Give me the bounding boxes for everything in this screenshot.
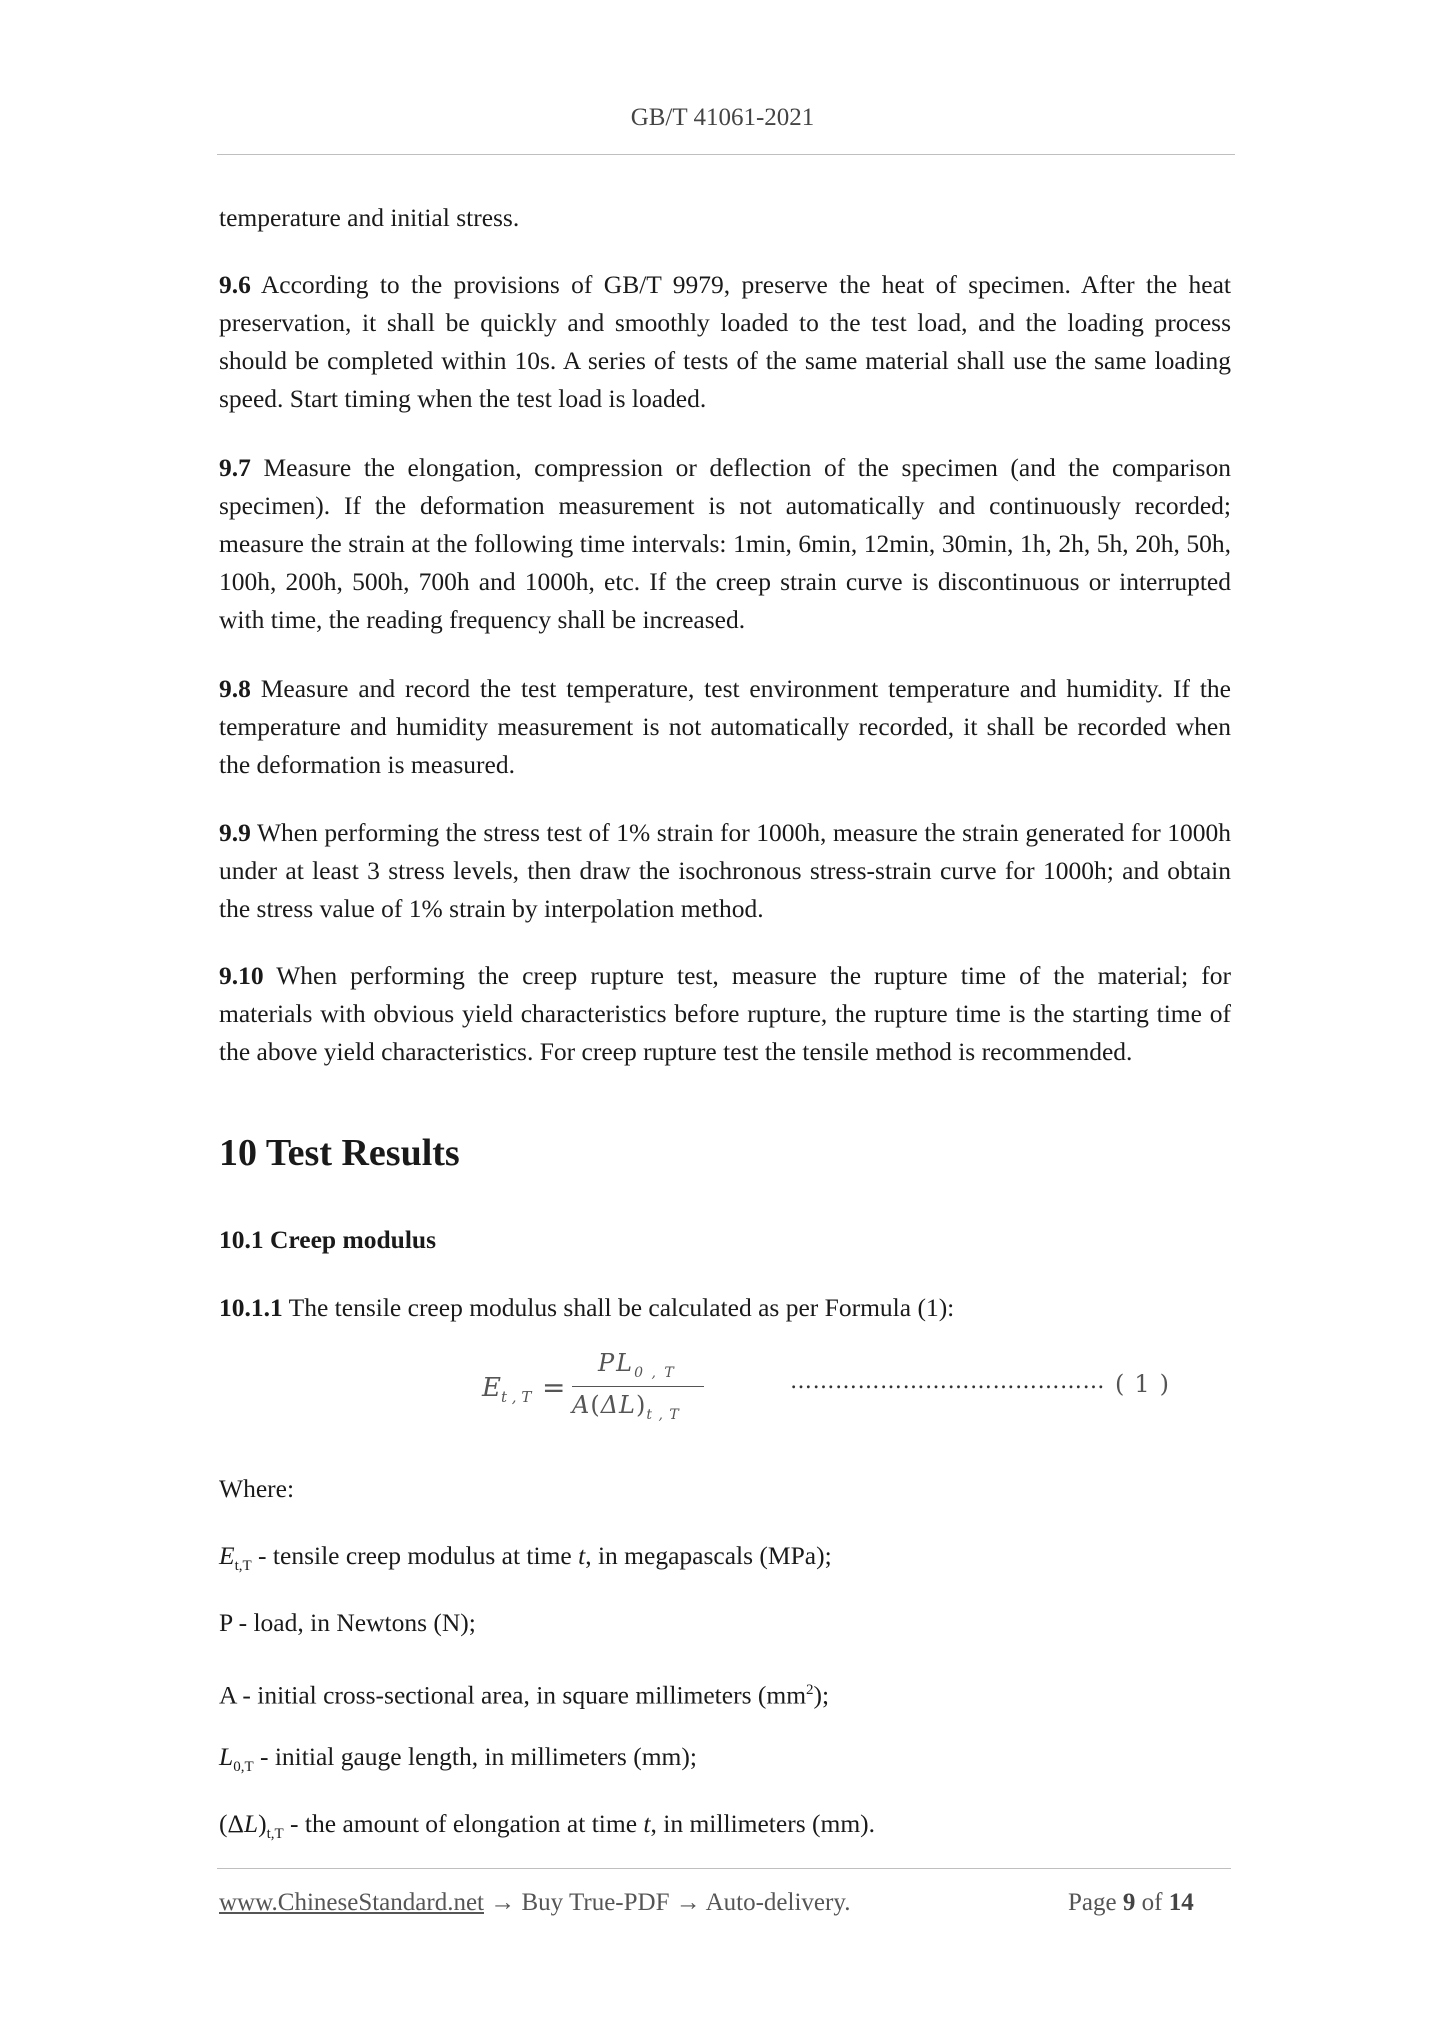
formula-numerator: [598, 1349, 676, 1381]
definition-delta-L: [219, 1805, 1231, 1853]
symbol-delta-L: ΔL: [600, 1391, 636, 1419]
definition-text: - initial gauge length, in millimeters (mm);: [253, 1742, 697, 1771]
symbol-E: E: [219, 1541, 235, 1570]
clause-9-9-text: [219, 814, 1231, 928]
page-total: 14: [1168, 1889, 1194, 1916]
equation-number: (1): [1115, 1370, 1179, 1398]
definition-A-text: [219, 1671, 1231, 1715]
clause-9-7-text: [219, 449, 1231, 639]
subscript: t,T: [234, 1558, 252, 1575]
symbol-PL: PL: [598, 1349, 635, 1377]
paren-open: (Δ: [219, 1809, 244, 1838]
definition-text: A - initial cross-sectional area, in square millimeters (mm: [219, 1680, 807, 1710]
fraction-bar: [572, 1386, 704, 1387]
formula-1: [480, 1347, 1240, 1437]
clause-body: According to the provisions of GB/T 9979, preserve the heat of specimen. After the heat preservation, it shall be quickly and smoothly loaded to the test load, and the loading process should be completed within 10s. A series of tests of the same material shall use the same loading speed. Start timing when the test load is loaded.: [219, 270, 1231, 413]
clause-9-10-text: [219, 957, 1231, 1071]
symbol-A: A: [572, 1391, 591, 1419]
symbol-L: L: [219, 1742, 234, 1771]
definition-text: - tensile creep modulus at time: [251, 1541, 579, 1570]
subsection-10-1-heading: [219, 1222, 1231, 1258]
superscript: 2: [806, 1682, 814, 1698]
symbol-t: t: [578, 1541, 586, 1570]
symbol-L: L: [243, 1809, 259, 1838]
page-label: Page: [1068, 1889, 1123, 1916]
clause-body: Measure and record the test temperature, test environment temperature and humidity. If the temperature and humidity measurement is not automatically recorded, it shall be recorded when the deformation is measured.: [219, 674, 1231, 779]
definition-text: - the amount of elongation at time: [283, 1809, 644, 1838]
clause-body: The tensile creep modulus shall be calculated as per Formula (1):: [282, 1293, 955, 1322]
paragraph-text: temperature and initial stress.: [219, 203, 520, 232]
where-text: Where:: [219, 1474, 295, 1503]
clause-number: 10.1.1: [219, 1293, 283, 1322]
clause-number: 9.9: [219, 818, 251, 847]
clause-9-9: [219, 814, 1231, 928]
paren-close: ): [258, 1809, 267, 1838]
definition-text: );: [813, 1680, 830, 1710]
arrow-icon: →: [669, 1889, 706, 1916]
definition-P-text: P - load, in Newtons (N);: [219, 1608, 476, 1637]
document-code-header: GB/T 41061-2021: [630, 104, 815, 131]
equals-sign: =: [542, 1371, 566, 1404]
clause-9-8-text: [219, 670, 1231, 784]
clause-9-6: [219, 266, 1231, 418]
footer-divider: [217, 1868, 1231, 1869]
clause-9-7: [219, 449, 1231, 639]
definition-text: , in megapascals (MPa);: [585, 1541, 832, 1570]
clause-number: 9.10: [219, 961, 264, 990]
subsection-title: 10.1 Creep modulus: [219, 1225, 437, 1254]
clause-body: When performing the creep rupture test, measure the rupture time of the material; for materials with obvious yield characteristics before rupture, the rupture time is the starting time of the above yield characteristics. For creep rupture test the tensile method is recommended.: [219, 961, 1231, 1066]
subscript: t,T: [266, 1826, 284, 1843]
clause-10-1-1-text: [219, 1289, 1231, 1327]
definition-L-text: [219, 1738, 1231, 1786]
where-label: [219, 1470, 1231, 1508]
clause-body: When performing the stress test of 1% strain for 1000h, measure the strain generated for 1000h under at least 3 stress levels, then draw the isochronous stress-strain curve for 1000h; and obtain the stress value of 1% strain by interpolation method.: [219, 818, 1231, 923]
clause-number: 9.7: [219, 453, 251, 482]
paragraph-continuation: [219, 199, 1231, 237]
clause-number: 9.6: [219, 270, 251, 299]
formula-denominator: [572, 1391, 680, 1423]
definition-E-text: [219, 1537, 1231, 1585]
leader-dots: ……………………………………: [790, 1369, 1105, 1394]
symbol-t: t: [643, 1809, 651, 1838]
page-indicator: [1068, 1889, 1194, 1917]
paren-close: ): [636, 1391, 647, 1419]
definition-L: [219, 1738, 1231, 1786]
definition-delta-L-text: [219, 1805, 1231, 1853]
clause-9-8: [219, 670, 1231, 784]
delivery-text: Auto-delivery.: [705, 1889, 851, 1916]
header-divider: [217, 154, 1235, 155]
definition-text: , in millimeters (mm).: [650, 1809, 876, 1838]
buy-text: Buy True-PDF: [521, 1889, 670, 1916]
arrow-icon: →: [484, 1889, 522, 1916]
of-label: of: [1135, 1889, 1169, 1916]
clause-9-10: [219, 957, 1231, 1071]
section-title: 10 Test Results: [219, 1132, 460, 1174]
subscript-tT: t , T: [500, 1388, 532, 1407]
clause-body: Measure the elongation, compression or deflection of the specimen (and the comparison specimen). If the deformation measurement is not automatically and continuously recorded; measure the strain at the following time intervals: 1min, 6min, 12min, 30min, 1h, 2h, 5h, 20h, 50h, 100h, 200h, 500h, 700h and 1000h, etc. If the creep strain curve is discontinuous or interrupted with time, the reading frequency shall be increased.: [219, 453, 1231, 634]
definition-E: [219, 1537, 1231, 1585]
definition-A: [219, 1671, 1231, 1715]
clause-10-1-1: [219, 1289, 1231, 1327]
paren-open: (: [590, 1391, 601, 1419]
clause-number: 9.8: [219, 674, 251, 703]
subscript: 0,T: [233, 1759, 254, 1776]
page-number: 9: [1122, 1889, 1136, 1916]
definition-P: [219, 1604, 1231, 1642]
subscript-0T: 0 , T: [634, 1364, 676, 1381]
symbol-E: E: [482, 1373, 501, 1403]
footer-links: [219, 1889, 850, 1917]
subscript-tT: t , T: [646, 1406, 680, 1423]
formula-lhs: [482, 1373, 531, 1406]
section-10-heading: [219, 1130, 1231, 1176]
clause-9-6-text: [219, 266, 1231, 418]
site-link[interactable]: www.ChineseStandard.net: [219, 1889, 484, 1916]
